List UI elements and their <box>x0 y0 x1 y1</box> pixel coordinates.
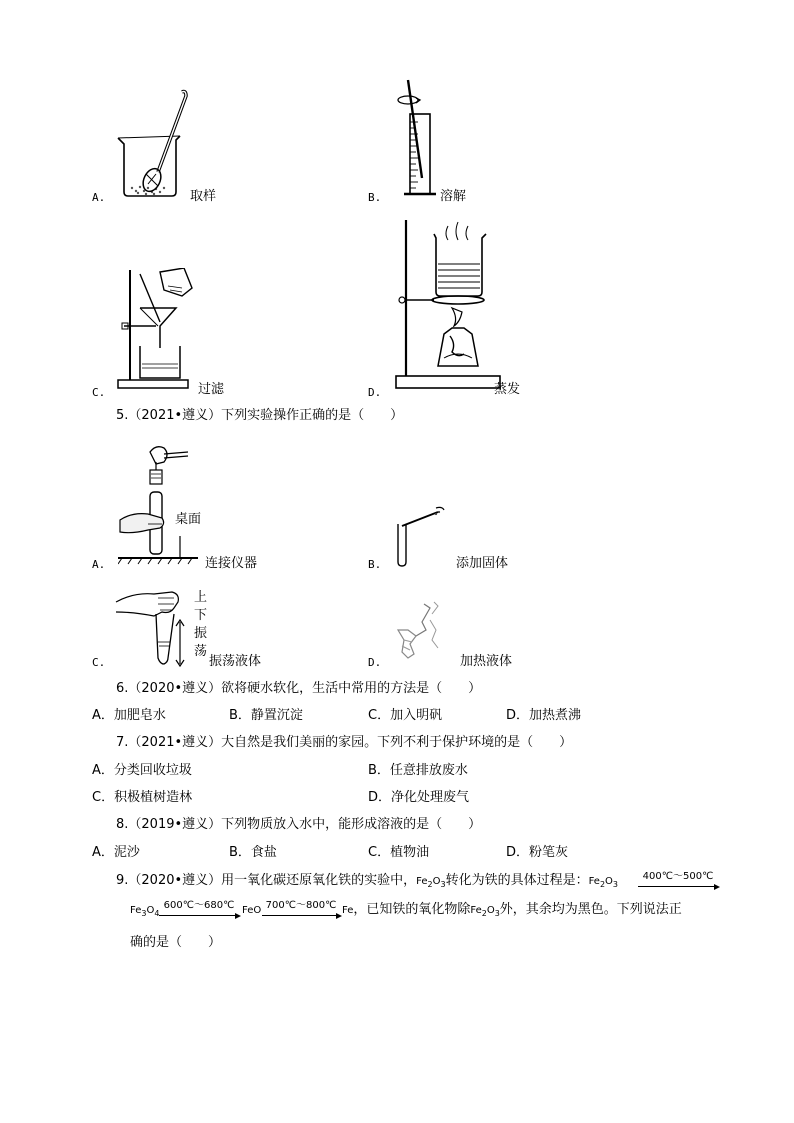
shake-annotation-1: 振 <box>194 626 208 641</box>
option-c[interactable]: C．积极植树造林 <box>92 790 193 805</box>
option-c[interactable]: C．加入明矾 <box>368 708 443 723</box>
option-d[interactable]: D．加热煮沸 <box>506 708 582 723</box>
option-letter[interactable]: A. <box>92 558 106 571</box>
option-letter[interactable]: B. <box>368 558 382 571</box>
reaction-condition-3: 700℃～800℃ <box>265 900 337 911</box>
heat-liquid-icon <box>394 600 454 664</box>
option-letter[interactable]: C. <box>92 386 106 399</box>
option-label: 过滤 <box>198 382 225 397</box>
option-label: 取样 <box>190 189 217 204</box>
reaction-arrow-2 <box>159 897 239 919</box>
shake-liquid-icon <box>114 586 194 668</box>
add-solid-test-tube-icon <box>392 504 448 568</box>
down-annotation: 下 <box>194 608 208 623</box>
option-d[interactable]: D．粉笔灰 <box>506 845 569 860</box>
filtration-apparatus-icon <box>112 268 202 390</box>
beaker-spatula-icon <box>110 88 190 200</box>
option-b[interactable]: B．静置沉淀 <box>229 708 303 723</box>
reaction-condition-1: 400℃～500℃ <box>642 871 714 882</box>
up-annotation: 上 <box>194 590 208 605</box>
question-9-prefix: 9.（2020•遵义）用一氧化碳还原氧化铁的实验中， <box>116 873 417 888</box>
option-a[interactable]: A．泥沙 <box>92 845 140 860</box>
formula-fe2o3: $Fe_2O_3$ <box>416 876 446 889</box>
reaction-arrow-3 <box>262 897 340 919</box>
option-letter[interactable]: B. <box>368 191 382 204</box>
option-label: 蒸发 <box>494 382 521 397</box>
question-8-stem: 8.（2019•遵义）下列物质放入水中，能形成溶液的是（ ） <box>116 817 482 832</box>
formula-fe2o3: $Fe_2O_3$ <box>588 876 619 889</box>
reaction-arrow-1 <box>638 868 718 890</box>
option-a[interactable]: A．加肥皂水 <box>92 708 166 723</box>
option-letter[interactable]: D. <box>368 656 382 669</box>
option-label: 振荡液体 <box>209 654 262 669</box>
option-label: 连接仪器 <box>205 556 258 571</box>
question-9-line-1 <box>116 873 618 893</box>
option-label: 溶解 <box>440 189 467 204</box>
question-7-stem: 7.（2021•遵义）大自然是我们美丽的家园。下列不利于保护环境的是（ ） <box>116 735 573 750</box>
connect-instrument-icon <box>118 440 198 566</box>
formula-fe2o3: $Fe_2O_3$ <box>470 905 500 918</box>
option-label: 加热液体 <box>460 654 513 669</box>
formula-fe: Fe <box>342 905 354 916</box>
question-5-stem: 5.（2021•遵义）下列实验操作正确的是（ ） <box>116 408 404 423</box>
option-label: 添加固体 <box>456 556 509 571</box>
reaction-condition-2: 600℃～680℃ <box>163 900 235 911</box>
option-letter[interactable]: C. <box>92 656 106 669</box>
formula-fe3o4: $Fe_3O_4$ <box>130 905 160 918</box>
option-d[interactable]: D．净化处理废气 <box>368 790 470 805</box>
question-9-line-2 <box>130 902 159 922</box>
option-a[interactable]: A．分类回收垃圾 <box>92 763 192 778</box>
question-9-line-2-tail: Fe，已知铁的氧化物除$Fe_2O_3$外，其余均为黑色。下列说法正 <box>342 902 682 918</box>
table-surface-annotation: 桌面 <box>175 512 202 527</box>
evaporation-apparatus-icon <box>392 218 502 390</box>
formula-feo: FeO <box>242 905 262 916</box>
shake-annotation-2: 荡 <box>194 644 208 659</box>
question-9-line-3: 确的是（ ） <box>130 935 222 950</box>
option-letter[interactable]: A. <box>92 191 106 204</box>
option-b[interactable]: B．食盐 <box>229 845 277 860</box>
question-9-mid: 转化为铁的具体过程是： <box>445 873 589 888</box>
graduated-cylinder-stirring-icon <box>390 78 446 198</box>
option-b[interactable]: B．任意排放废水 <box>368 763 468 778</box>
option-letter[interactable]: D. <box>368 386 382 399</box>
question-6-stem: 6.（2020•遵义）欲将硬水软化，生活中常用的方法是（ ） <box>116 681 482 696</box>
option-c[interactable]: C．植物油 <box>368 845 430 860</box>
